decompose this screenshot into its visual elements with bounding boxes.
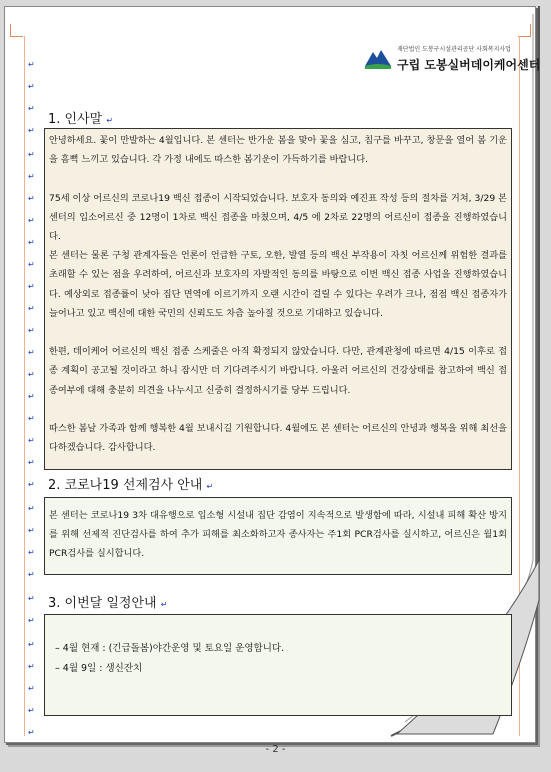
- paragraph-mark: ↵: [28, 684, 35, 693]
- logo-name: 구립 도봉실버데이케어센터: [397, 58, 541, 72]
- paragraph-mark: ↵: [28, 304, 35, 313]
- paragraph-mark: ↵: [28, 414, 35, 423]
- paragraph-mark: ↵: [28, 60, 35, 69]
- paragraph-mark: ↵: [28, 706, 35, 715]
- center-logo: [363, 42, 541, 74]
- paragraph: 따스한 봄날 가족과 함께 행복한 4월 보내시길 기원합니다. 4월에도 본 센터는 어르신의 안녕과 행복을 위해 최선을 다하겠습니다. 감사합니다.: [49, 423, 507, 454]
- paragraph-mark: ↵: [28, 594, 35, 603]
- section-2-title: 2. 코로나19 선제검사 안내 ↵: [48, 478, 214, 493]
- greeting-box: [44, 128, 512, 470]
- paragraph-mark: ↵: [28, 504, 35, 513]
- paragraph: 75세 이상 어르신의 코로나19 백신 접종이 시작되었습니다. 보호자 동의와 예진표 작성 등의 절차를 거쳐, 3/29 본 센터의 입소어르신 중 12명이 1차로 백신 접종을 마쳤으며, 4/5 에 2차로 22명의 어르신이 접종을 진행하였습니다.: [49, 192, 507, 242]
- paragraph-mark: ↵: [28, 172, 35, 181]
- paragraph-mark: ↵: [28, 570, 35, 579]
- schedule-box: [44, 614, 512, 716]
- paragraph: 안녕하세요. 꽃이 만발하는 4월입니다. 본 센터는 반가운 봄을 맞아 꽃을 심고, 침구를 바꾸고, 창문을 열어 봄 기운을 흠뻑 느끼고 있습니다. 각 가정 내에도 따스한 봄기운이 가득하기를 바랍니다.: [49, 135, 507, 166]
- paragraph-mark: ↵: [28, 662, 35, 671]
- schedule-item: – 4월 9일 : 생신잔치: [55, 663, 143, 674]
- paragraph-mark: ↵: [28, 194, 35, 203]
- paragraph-mark: ↵: [28, 392, 35, 401]
- paragraph-mark: ↵: [28, 458, 35, 467]
- paragraph-mark: ↵: [28, 526, 35, 535]
- paragraph: 한편, 데이케어 어르신의 백신 접종 스케줄은 아직 확정되지 않았습니다. 다만, 관계관청에 따르면 4/15 이후로 접종 계획이 공고될 것이라고 하니 잠시만 더 기다려주시기 바랍니다. 아울러 어르신의 건강상태를 참고하여 백신 접종여부에 대해 충분히 의견을 나누시고 신중히 결정하시기를 당부 드립니다.: [49, 346, 507, 396]
- paragraph-mark: ↵: [28, 728, 35, 737]
- paragraph-mark: ↵: [28, 640, 35, 649]
- margin-corner-left: [10, 24, 23, 37]
- paragraph-mark: ↵: [28, 82, 35, 91]
- paragraph-mark: ↵: [28, 260, 35, 269]
- paragraph-mark: ↵: [28, 282, 35, 291]
- mountain-logo-icon: [363, 42, 393, 72]
- paragraph-mark: ↵: [28, 436, 35, 445]
- paragraph-mark: ↵: [28, 480, 35, 489]
- paragraph-mark: ↵: [28, 150, 35, 159]
- paragraph-mark: ↵: [28, 616, 35, 625]
- covid-test-box: [44, 497, 512, 575]
- logo-subtitle: 재단법인 도봉구시설관리공단 사회복지사업: [397, 46, 511, 53]
- page-number: - 2 -: [265, 744, 286, 755]
- paragraph-mark: ↵: [28, 238, 35, 247]
- schedule-item: – 4월 현재 : (긴급돌봄)야간운영 및 토요일 운영합니다.: [55, 643, 285, 654]
- paragraph-mark: ↵: [28, 104, 35, 113]
- paragraph-mark: ↵: [28, 370, 35, 379]
- paragraph-mark: ↵: [28, 126, 35, 135]
- paragraph-mark: ↵: [28, 216, 35, 225]
- paragraph-mark: ↵: [28, 326, 35, 335]
- section-1-title: 1. 인사말 ↵: [48, 112, 114, 127]
- section-3-title: 3. 이번달 일정안내 ↵: [48, 596, 168, 611]
- paragraph-mark: ↵: [28, 348, 35, 357]
- paragraph: 본 센터는 코로나19 3차 대유행으로 입소형 시설내 집단 감염이 지속적으로 발생함에 따라, 시설내 피해 확산 방지를 위해 선제적 진단검사를 하여 추가 피해를 최소화하고자 종사자는 주1회 PCR검사를 실시하고, 어르신은 월1회 PCR검사를 실시합니다.: [49, 510, 507, 559]
- paragraph-mark: ↵: [28, 548, 35, 557]
- paragraph: 본 센터는 물론 구청 관계자들은 언론이 언급한 구토, 오한, 발열 등의 백신 부작용이 자칫 어르신께 위험한 결과를 초래할 수 있는 점을 우려하여, 어르신과 보호자의 자발적인 동의를 바탕으로 이번 백신 접종 사업을 진행하였습니다. 예상외로 접종률이 낮아 집단 면역에 이르기까지 오랜 시간이 걸릴 수 있다는 우려가 크나, 점점 백신 접종자가 늘어나고 있고 백신에 대한 국민의 신뢰도도 차츰 높아질 것으로 기대하고 있습니다.: [49, 250, 507, 319]
